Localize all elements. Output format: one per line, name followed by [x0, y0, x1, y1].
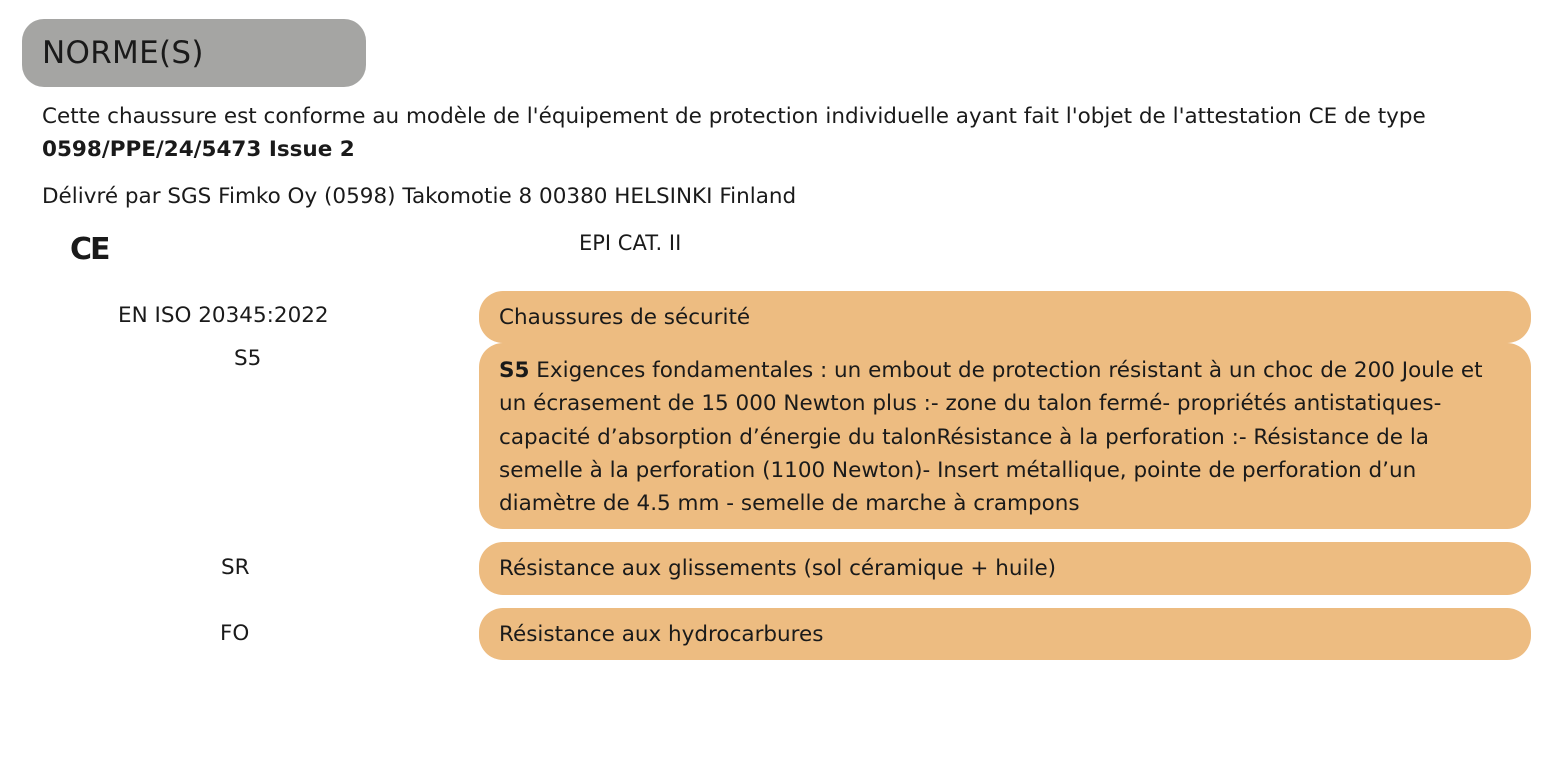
- ppe-category: EPI CAT. II: [579, 231, 682, 255]
- standard-description-pill: [479, 608, 1531, 660]
- standard-code: EN ISO 20345:2022: [118, 303, 329, 328]
- issuer-statement: Délivré par SGS Fimko Oy (0598) Takomotie 8 00380 HELSINKI Finland: [42, 184, 797, 209]
- standard-code: FO: [220, 621, 250, 646]
- ce-mark-icon: CE: [70, 232, 109, 267]
- conformity-statement: [42, 100, 1502, 166]
- conformity-text: Cette chaussure est conforme au modèle de l'équipement de protection individuelle ayant fait l'objet de l'attestation CE de type: [42, 104, 1426, 129]
- standard-description-pill: [479, 542, 1531, 595]
- standard-description-pill: [479, 291, 1531, 343]
- certificate-reference: 0598/PPE/24/5473 Issue 2: [42, 137, 355, 162]
- standard-description-pill: [479, 343, 1531, 529]
- standard-description: Exigences fondamentales : un embout de protection résistant à un choc de 200 Joule et un écrasement de 15 000 Newton plus :- zone du talon fermé- propriétés antistatiques- capacité d’absorption d’énergie du talonRésistance à la perforation :- Résistance de la semelle à la perforation (1100 Newton)- Insert métallique, pointe de perforation d’un diamètre de 4.5 mm - semelle de marche à crampons: [499, 358, 1483, 517]
- section-header: [22, 19, 366, 87]
- standard-description: Chaussures de sécurité: [499, 304, 751, 330]
- standard-code: S5: [234, 346, 262, 371]
- standard-lead-code: S5: [499, 358, 530, 383]
- standard-code: SR: [221, 555, 250, 580]
- standard-description: Résistance aux hydrocarbures: [499, 621, 824, 647]
- section-title: NORME(S): [42, 35, 204, 71]
- standard-description: Résistance aux glissements (sol céramique + huile): [499, 556, 1057, 581]
- standard-description-block: [499, 354, 1511, 520]
